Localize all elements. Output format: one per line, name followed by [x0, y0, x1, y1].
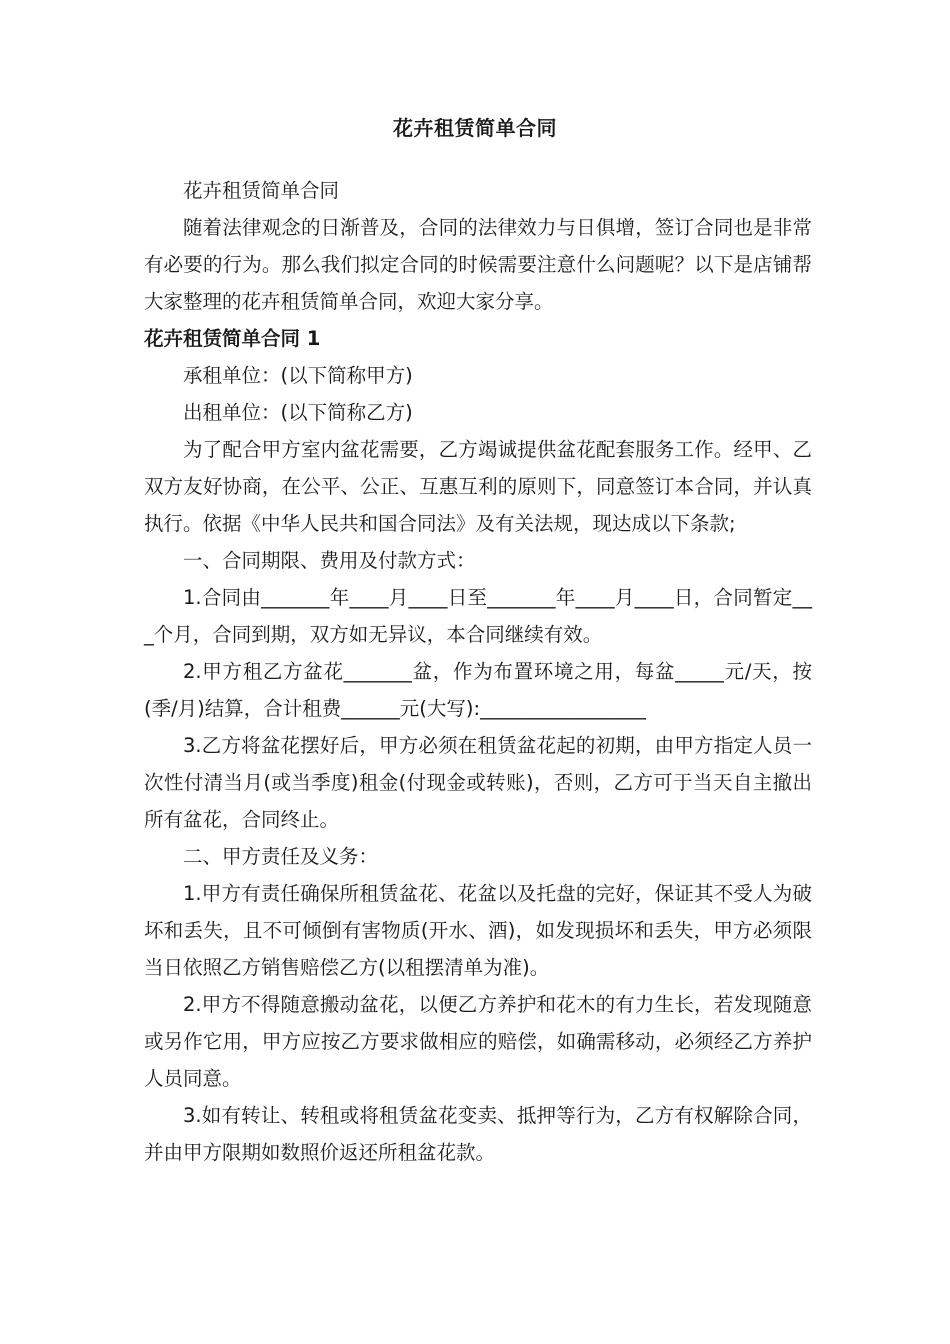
document-body — [144, 172, 812, 1171]
body-paragraph: 一、合同期限、费用及付款方式： — [183, 549, 476, 572]
body-paragraph: 3.乙方将盆花摆好后，甲方必须在租赁盆花起的初期，由甲方指定人员一次性付清当月(或当季度)租金(付现金或转账)，否则，乙方可于当天自主撤出所有盆花，合同终止。 — [144, 734, 812, 831]
body-paragraph: 2.甲方租乙方盆花_______盆，作为布置环境之用，每盆_____元/天，按(季/月)结算，合计租费______元(大写):_________________ — [144, 660, 812, 720]
body-paragraph: 为了配合甲方室内盆花需要，乙方竭诚提供盆花配套服务工作。经甲、乙双方友好协商，在公平、公正、互惠互利的原则下，同意签订本合同，并认真执行。依据《中华人民共和国合同法》及有关法规，现达成以下条款; — [144, 438, 812, 535]
body-paragraph: 花卉租赁简单合同 — [183, 179, 340, 202]
body-paragraph: 出租单位：(以下简称乙方) — [183, 401, 413, 424]
body-paragraph: 3.如有转让、转租或将租赁盆花变卖、抵押等行为，乙方有权解除合同，并由甲方限期如数照价返还所租盆花款。 — [144, 1104, 812, 1164]
body-paragraph: 二、甲方责任及义务： — [183, 845, 379, 868]
body-paragraph: 随着法律观念的日渐普及，合同的法律效力与日俱增，签订合同也是非常有必要的行为。那么我们拟定合同的时候需要注意什么问题呢？以下是店铺帮大家整理的花卉租赁简单合同，欢迎大家分享。 — [144, 216, 812, 313]
document-title: 花卉租赁简单合同 — [393, 116, 557, 140]
body-paragraph: 2.甲方不得随意搬动盆花，以便乙方养护和花木的有力生长，若发现随意或另作它用，甲方应按乙方要求做相应的赔偿，如确需移动，必须经乙方养护人员同意。 — [144, 993, 812, 1090]
body-paragraph: 1.甲方有责任确保所租赁盆花、花盆以及托盘的完好，保证其不受人为破坏和丢失，且不可倾倒有害物质(开水、酒)，如发现损坏和丢失，甲方必须限当日依照乙方销售赔偿乙方(以租摆清单为准)。 — [144, 882, 812, 979]
body-paragraph: 1.合同由_______年____月____日至_______年____月____日，合同暂定___个月，合同到期，双方如无异议，本合同继续有效。 — [144, 586, 812, 646]
body-paragraph: 承租单位：(以下简称甲方) — [183, 364, 413, 387]
section-heading: 花卉租赁简单合同 1 — [144, 327, 321, 350]
